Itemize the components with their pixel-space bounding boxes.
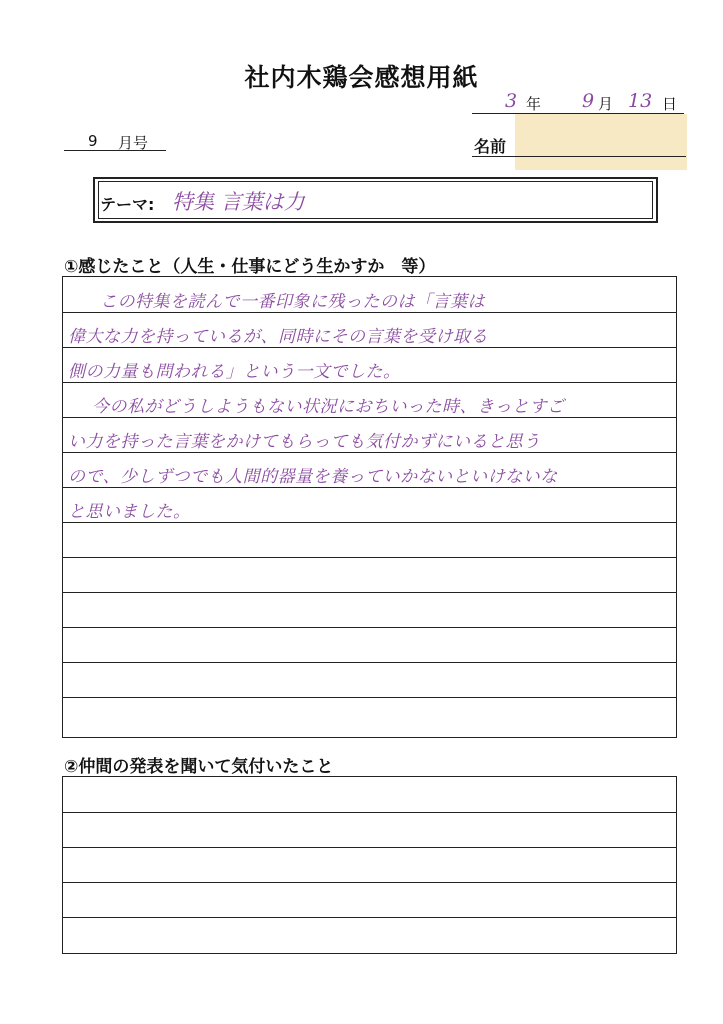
section2-heading: ②仲間の発表を聞いて気付いたこと xyxy=(64,757,334,777)
date-month-unit: 月 xyxy=(598,95,614,113)
issue-unit: 月号 xyxy=(118,134,149,152)
theme-value: 特集 言葉は力 xyxy=(172,190,305,214)
section1-line-7: と思いました。 xyxy=(68,502,191,522)
section1-heading: ①感じたこと（人生・仕事にどう生かすか 等） xyxy=(64,257,436,277)
date-day: 13 xyxy=(628,90,653,112)
section1-line-6: ので、少しずつでも人間的器量を養っていかないといけないな xyxy=(68,467,558,487)
name-redaction xyxy=(515,114,687,170)
section1-line-5: い力を持った言葉をかけてもらっても気付かずにいると思う xyxy=(68,432,541,452)
issue-month: 9 xyxy=(88,132,98,150)
date-month: 9 xyxy=(582,90,595,112)
section1-line-1: この特集を読んで一番印象に残ったのは「言葉は xyxy=(100,292,485,312)
section1-line-3: 側の力量も問われる」という一文でした。 xyxy=(68,362,401,382)
date-day-unit: 日 xyxy=(662,95,678,113)
theme-label: テーマ: xyxy=(100,195,155,214)
section1-line-4: 今の私がどうしようもない状況におちいった時、きっとすご xyxy=(92,397,565,417)
section1-line-2: 偉大な力を持っているが、同時にその言葉を受け取る xyxy=(68,327,488,347)
section2-lined-box xyxy=(62,776,677,954)
date-year-unit: 年 xyxy=(526,95,542,113)
form-title: 社内木鶏会感想用紙 xyxy=(244,63,479,92)
date-year: 3 xyxy=(505,90,518,112)
name-label: 名前 xyxy=(474,137,507,156)
issue-underline xyxy=(64,150,166,151)
name-underline xyxy=(472,156,686,157)
